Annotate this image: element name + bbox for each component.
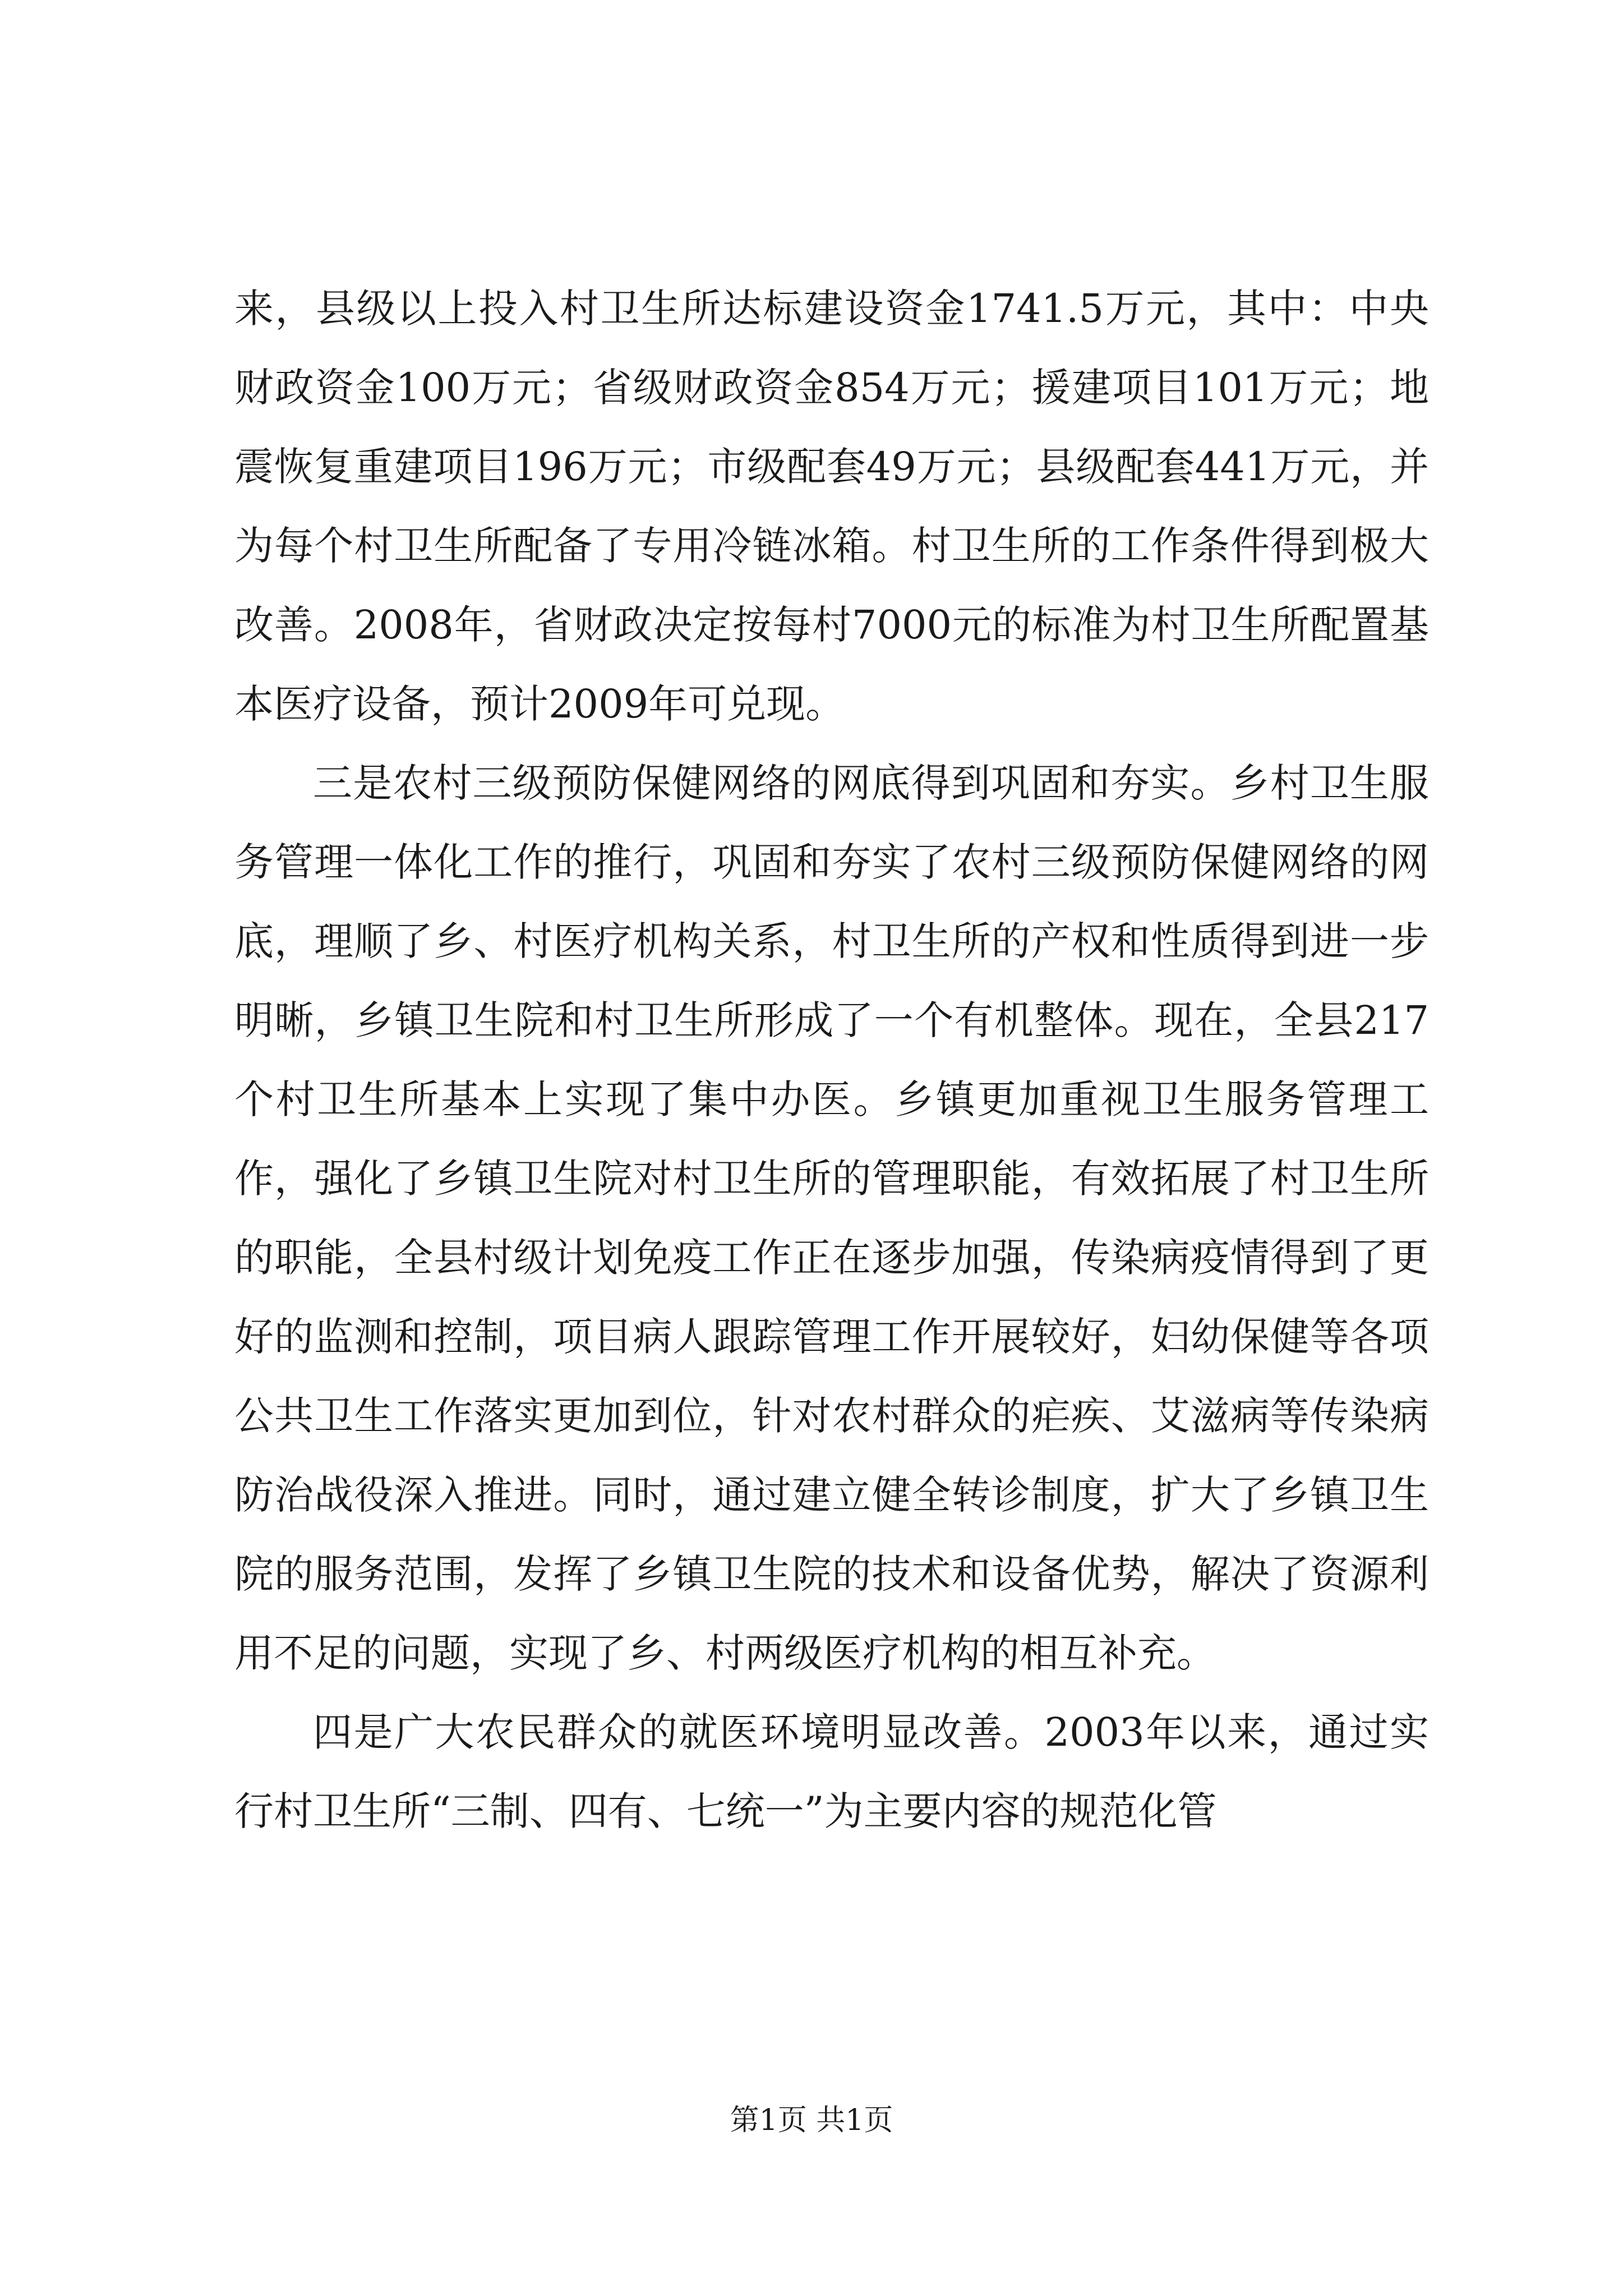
document-body bbox=[234, 269, 1429, 1851]
paragraph-continuation: 来，县级以上投入村卫生所达标建设资金1741.5万元，其中：中央财政资金100万元；省级财政资金854万元；援建项目101万元；地震恢复重建项目196万元；市级配套49万元；县级配套441万元，并为每个村卫生所配备了专用冷链冰箱。村卫生所的工作条件得到极大改善。2008年，省财政决定按每村7000元的标准为村卫生所配置基本医疗设备，预计2009年可兑现。 bbox=[234, 286, 1429, 727]
paragraph-rural-network: 三是农村三级预防保健网络的网底得到巩固和夯实。乡村卫生服务管理一体化工作的推行，巩固和夯实了农村三级预防保健网络的网底，理顺了乡、村医疗机构关系，村卫生所的产权和性质得到进一步明晰，乡镇卫生院和村卫生所形成了一个有机整体。现在，全县217个村卫生所基本上实现了集中办医。乡镇更加重视卫生服务管理工作，强化了乡镇卫生院对村卫生所的管理职能，有效拓展了村卫生所的职能，全县村级计划免疫工作正在逐步加强，传染病疫情得到了更好的监测和控制，项目病人跟踪管理工作开展较好，妇幼保健等各项公共卫生工作落实更加到位，针对农村群众的疟疾、艾滋病等传染病防治战役深入推进。同时，通过建立健全转诊制度，扩大了乡镇卫生院的服务范围，发挥了乡镇卫生院的技术和设备优势，解决了资源利用不足的问题，实现了乡、村两级医疗机构的相互补充。 bbox=[234, 760, 1429, 1676]
page-footer: 第1页 共1页 bbox=[730, 2104, 893, 2137]
paragraph-medical-environment: 四是广大农民群众的就医环境明显改善。2003年以来，通过实行村卫生所“三制、四有、七统一”为主要内容的规范化管 bbox=[234, 1709, 1429, 1834]
